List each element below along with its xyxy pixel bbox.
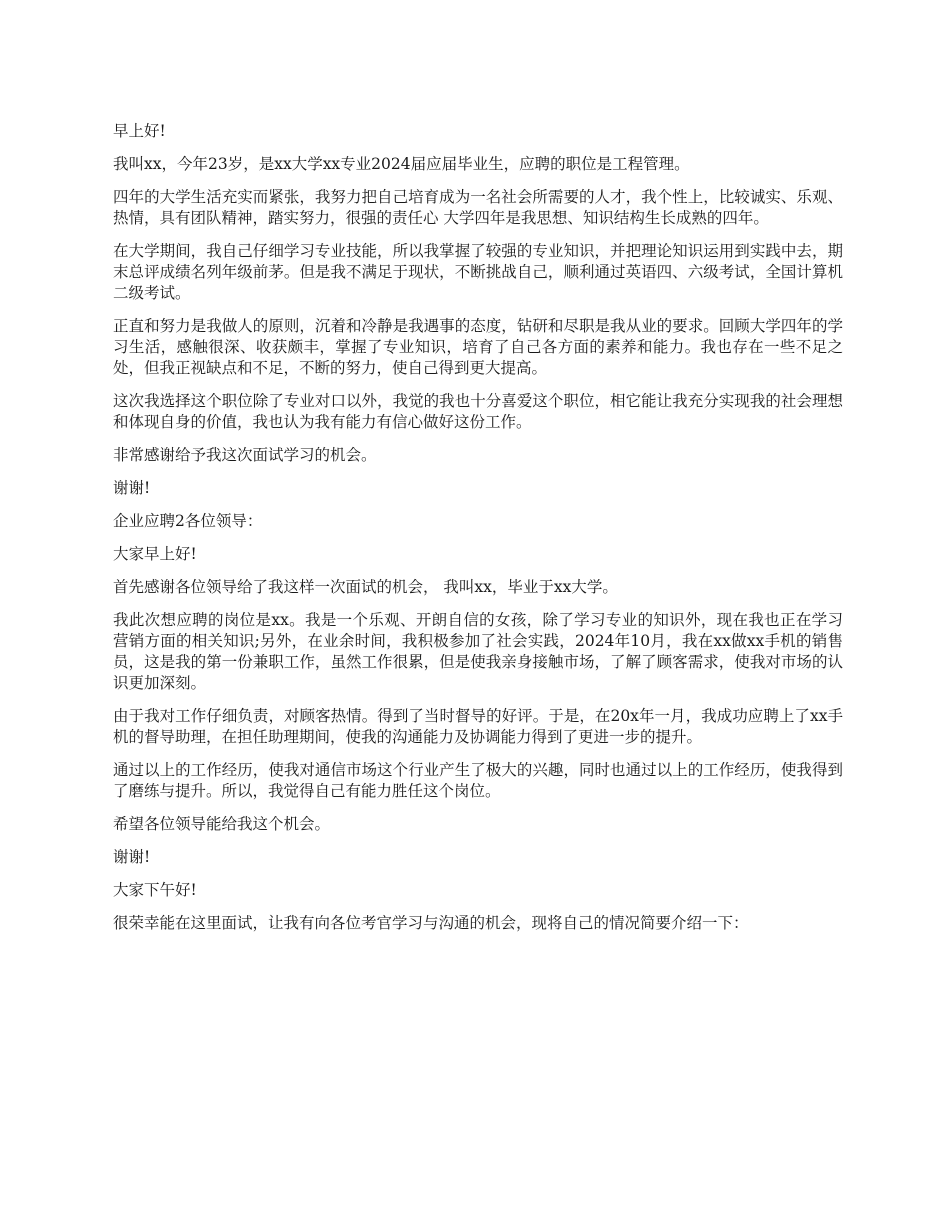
greeting-paragraph: 早上好! bbox=[113, 122, 166, 140]
section-heading: 企业应聘2各位领导： bbox=[113, 512, 263, 530]
intro-paragraph: 很荣幸能在这里面试，让我有向各位考官学习与沟通的机会，现将自己的情况简要介绍一下： bbox=[113, 914, 749, 932]
greeting-paragraph: 大家下午好! bbox=[113, 881, 197, 899]
body-paragraph: 由于我对工作仔细负责，对顾客热情。得到了当时督导的好评。于是，在20x年一月，我成功应聘上了xx手机的督导助理，在担任助理期间，使我的沟通能力及协调能力得到了更进一步的提升。 bbox=[113, 707, 843, 746]
body-paragraph: 四年的大学生活充实而紧张，我努力把自己培育成为一名社会所需要的人才，我个性上，比较诚实、乐观、热情，具有团队精神，踏实努力，很强的责任心 大学四年是我思想、知识结构生长成熟的四年。 bbox=[113, 188, 843, 227]
request-paragraph: 希望各位领导能给我这个机会。 bbox=[113, 815, 331, 833]
thanks-paragraph: 非常感谢给予我这次面试学习的机会。 bbox=[113, 446, 377, 464]
document-body bbox=[113, 121, 843, 946]
greeting-paragraph: 大家早上好! bbox=[113, 545, 197, 563]
intro-paragraph: 首先感谢各位领导给了我这样一次面试的机会， 我叫xx，毕业于xx大学。 bbox=[113, 578, 618, 596]
body-paragraph: 这次我选择这个职位除了专业对口以外，我觉的我也十分喜爱这个职位，相它能让我充分实现我的社会理想和体现自身的价值，我也认为我有能力有信心做好这份工作。 bbox=[113, 392, 843, 431]
body-paragraph: 在大学期间，我自己仔细学习专业技能，所以我掌握了较强的专业知识，并把理论知识运用到实践中去，期末总评成绩名列年级前茅。但是我不满足于现状，不断挑战自己，顺利通过英语四、六级考试，全国计算机二级考试。 bbox=[113, 242, 843, 302]
intro-paragraph: 我叫xx，今年23岁，是xx大学xx专业2024届应届毕业生，应聘的职位是工程管理。 bbox=[113, 155, 690, 173]
body-paragraph: 通过以上的工作经历，使我对通信市场这个行业产生了极大的兴趣，同时也通过以上的工作经历，使我得到了磨练与提升。所以，我觉得自己有能力胜任这个岗位。 bbox=[113, 761, 843, 800]
body-paragraph: 我此次想应聘的岗位是xx。我是一个乐观、开朗自信的女孩，除了学习专业的知识外，现在我也正在学习营销方面的相关知识;另外，在业余时间，我积极参加了社会实践，2024年10月，我在xx做xx手机的销售员，这是我的第一份兼职工作，虽然工作很累，但是使我亲身接触市场，了解了顾客需求，使我对市场的认识更加深刻。 bbox=[113, 611, 843, 692]
closing-paragraph: 谢谢! bbox=[113, 848, 151, 866]
body-paragraph: 正直和努力是我做人的原则，沉着和冷静是我遇事的态度，钻研和尽职是我从业的要求。回顾大学四年的学习生活，感触很深、收获颇丰，掌握了专业知识，培育了自己各方面的素养和能力。我也存在一些不足之处，但我正视缺点和不足，不断的努力，使自己得到更大提高。 bbox=[113, 317, 843, 377]
closing-paragraph: 谢谢! bbox=[113, 479, 151, 497]
